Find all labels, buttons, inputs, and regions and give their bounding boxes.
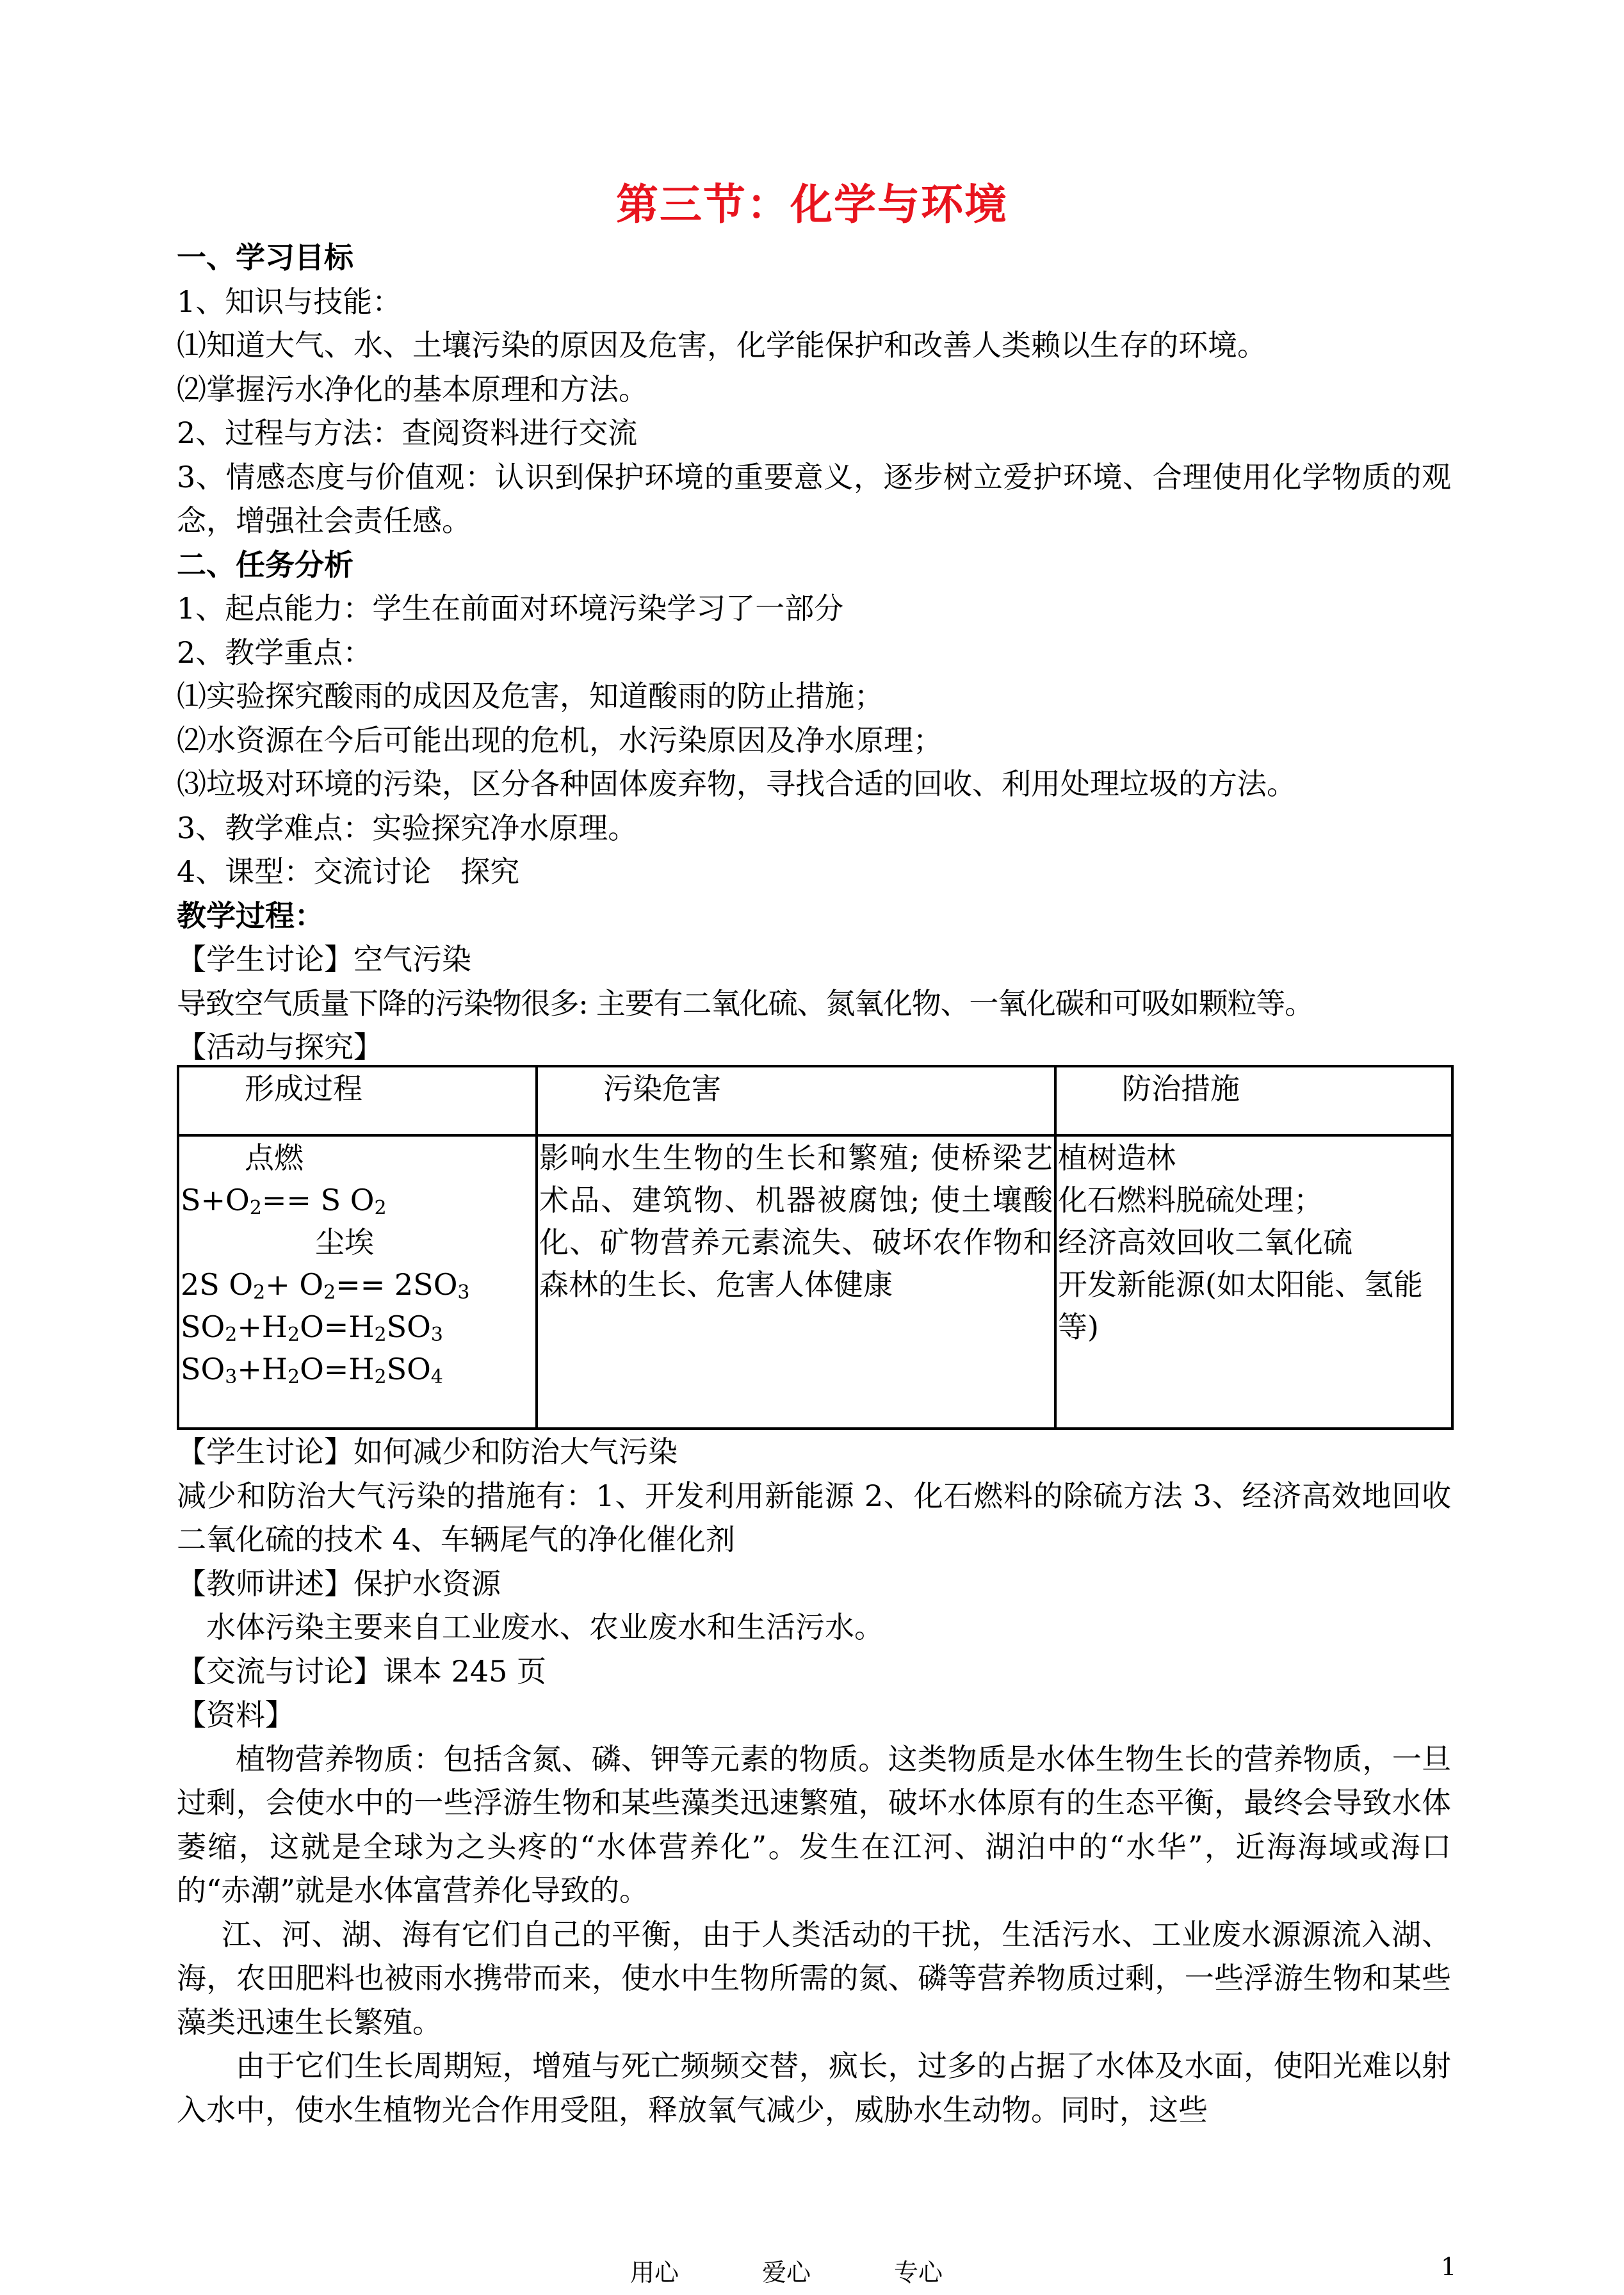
exchange-discussion: 【交流与讨论】课本 245 页 <box>177 1653 547 1689</box>
table-header-row <box>178 1066 1452 1135</box>
measure-item: 植树造林 <box>1058 1140 1176 1175</box>
analysis-focus-heading: 2、教学重点： <box>177 635 373 670</box>
condition-dust: 尘埃 <box>315 1225 374 1260</box>
analysis-start: 1、起点能力：学生在前面对环境污染学习了一部分 <box>177 591 844 626</box>
table-header-harm: 污染危害 <box>537 1066 1055 1135</box>
equation-4: $SO_3+H_2O=H_2SO_4$ <box>181 1352 443 1388</box>
teacher-lecture: 【教师讲述】保护水资源 <box>177 1566 501 1601</box>
equation-3: $SO_2+H_2O=H_2SO_3$ <box>181 1310 443 1346</box>
material-paragraph-2: 江、河、湖、海有它们自己的平衡，由于人类活动的干扰，生活污水、工业废水源源流入湖、海，农田肥料也被雨水携带而来，使水中生物所需的氮、磷等营养物质过剩，一些浮游生物和某些藻类迅速生长繁殖。 <box>177 1917 1451 2040</box>
measure-item: 经济高效回收二氧化硫 <box>1058 1225 1352 1260</box>
table-row <box>178 1135 1452 1429</box>
objective-attitude: 3、情感态度与价值观：认识到保护环境的重要意义，逐步树立爱护环境、合理使用化学物质的观念，增强社会责任感。 <box>177 459 1451 538</box>
section-heading-analysis: 二、任务分析 <box>177 547 353 582</box>
objective-knowledge-item-2: ⑵掌握污水净化的基本原理和方法。 <box>177 371 648 407</box>
harm-text: 影响水生生物的生长和繁殖; 使桥梁艺术品、建筑物、机器被腐蚀; 使土壤酸化、矿物营养元素流失、破坏农作物和森林的生长、危害人体健康 <box>539 1140 1053 1302</box>
analysis-lesson-type: 4、课型：交流讨论 探究 <box>177 854 520 889</box>
activity-heading: 【活动与探究】 <box>177 1030 383 1064</box>
analysis-difficulty: 3、教学难点：实验探究净水原理。 <box>177 810 638 845</box>
table-header-formation: 形成过程 <box>178 1066 537 1135</box>
reduce-pollution-measures: 减少和防治大气污染的措施有：1、开发利用新能源 2、化石燃料的除硫方法 3、经济高效地回收二氧化硫的技术 4、车辆尾气的净化催化剂 <box>177 1478 1451 1557</box>
objective-knowledge-heading: 1、知识与技能： <box>177 284 402 319</box>
document-body <box>177 236 1451 2132</box>
section-heading-objectives: 一、学习目标 <box>177 240 353 275</box>
page-number: 1 <box>1441 2253 1457 2281</box>
water-pollution-sources: 水体污染主要来自工业废水、农业废水和生活污水。 <box>206 1610 884 1644</box>
equation-1: $S+O_2== S$ $O_2$ <box>181 1183 387 1219</box>
page-title: 第三节：化学与环境 <box>616 179 1008 229</box>
objective-knowledge-item-1: ⑴知道大气、水、土壤污染的原因及危害，化学能保护和改善人类赖以生存的环境。 <box>177 328 1267 362</box>
footer-word-1: 用心 <box>630 2259 679 2287</box>
material-heading: 【资料】 <box>177 1698 295 1732</box>
measures-cell <box>1055 1135 1452 1429</box>
discussion-reduce-pollution: 【学生讨论】如何减少和防治大气污染 <box>177 1434 678 1469</box>
page-footer <box>0 2253 1624 2285</box>
analysis-focus-item-1: ⑴实验探究酸雨的成因及危害，知道酸雨的防止措施； <box>177 679 884 713</box>
discussion-air-pollution: 【学生讨论】空气污染 <box>177 942 471 977</box>
section-heading-process: 教学过程： <box>177 898 324 933</box>
condition-ignite: 点燃 <box>245 1140 304 1175</box>
analysis-focus-item-2: ⑵水资源在今后可能出现的危机，水污染原因及净水原理； <box>177 722 943 758</box>
equation-2: 2S $O_2+ O_2== 2SO_3$ <box>181 1267 470 1304</box>
objective-process: 2、过程与方法：查阅资料进行交流 <box>177 416 638 450</box>
pollution-table <box>177 1065 1454 1430</box>
material-paragraph-1: 植物营养物质：包括含氮、磷、钾等元素的物质。这类物质是水体生物生长的营养物质，一旦过剩，会使水中的一些浮游生物和某些藻类迅速繁殖，破坏水体原有的生态平衡，最终会导致水体萎缩，这就是全球为之头疼的“水体营养化”。发生在江河、湖泊中的“水华”，近海海域或海口的“赤潮”就是水体富营养化导致的。 <box>177 1741 1451 1908</box>
air-pollutants-text: 导致空气质量下降的污染物很多: 主要有二氧化硫、氮氧化物、一氧化碳和可吸如颗粒等。 <box>177 985 1313 1021</box>
footer-word-2: 爱心 <box>762 2259 811 2287</box>
analysis-focus-item-3: ⑶垃圾对环境的污染，区分各种固体废弃物，寻找合适的回收、利用处理垃圾的方法。 <box>177 766 1296 801</box>
footer-word-3: 专心 <box>894 2259 943 2287</box>
measure-item: 化石燃料脱硫处理； <box>1058 1183 1323 1217</box>
formation-cell <box>178 1135 537 1429</box>
material-paragraph-3: 由于它们生长周期短，增殖与死亡频频交替，疯长，过多的占据了水体及水面，使阳光难以射入水中，使水生植物光合作用受阻，释放氧气减少，威胁水生动物。同时，这些 <box>177 2048 1451 2127</box>
harm-cell <box>537 1135 1055 1429</box>
table-header-measures: 防治措施 <box>1055 1066 1452 1135</box>
measure-item: 开发新能源(如太阳能、氢能等) <box>1058 1267 1423 1344</box>
